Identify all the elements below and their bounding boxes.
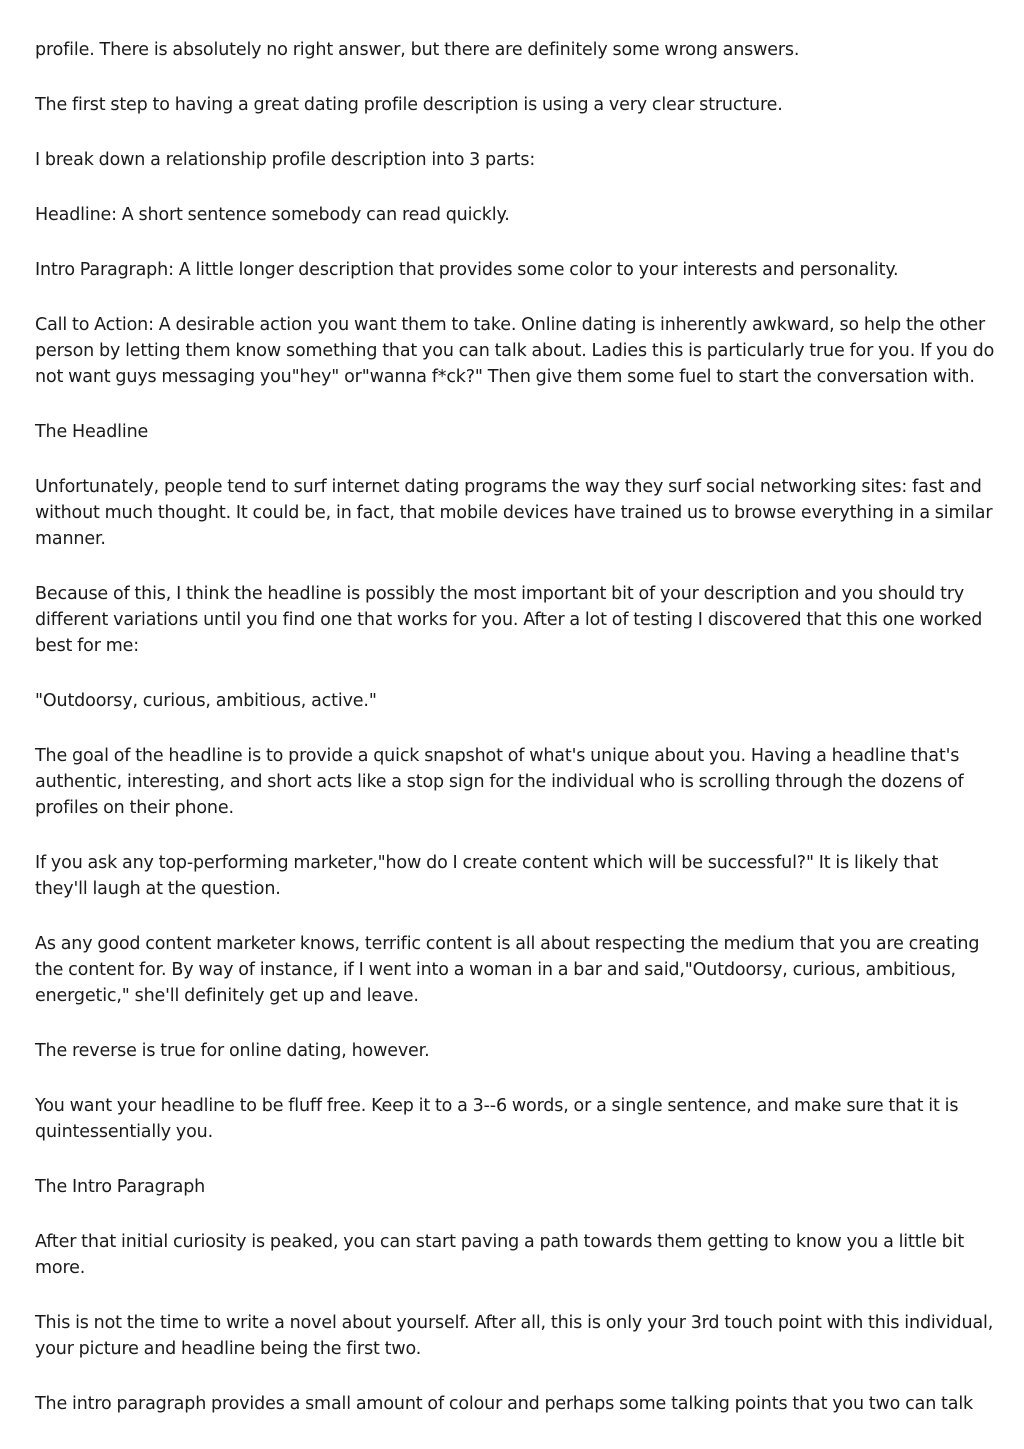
- document-body: [35, 0, 995, 1446]
- paragraph: If you ask any top-performing marketer,"how do I create content which will be successful?" It is likely that they'll laugh at the question.: [35, 853, 939, 899]
- paragraph: You want your headline to be fluff free. Keep it to a 3--6 words, or a single sentence, and make sure that it is quintessentially you.: [35, 1096, 959, 1142]
- section-heading: The Intro Paragraph: [35, 1177, 206, 1197]
- quote: "Outdoorsy, curious, ambitious, active.": [35, 691, 377, 711]
- paragraph: Call to Action: A desirable action you want them to take. Online dating is inherently awkward, so help the other person by letting them know something that you can talk about. Ladies this is particularly true for you. If you do not want guys messaging you"hey" or"wanna f*ck?" Then give them some fuel to start the conversation with.: [35, 315, 995, 387]
- paragraph: profile. There is absolutely no right answer, but there are definitely some wrong answers.: [35, 40, 800, 60]
- paragraph: Unfortunately, people tend to surf internet dating programs the way they surf social networking sites: fast and without much thought. It could be, in fact, that mobile devices have trained us to browse everything in a similar manner.: [35, 477, 993, 549]
- paragraph: As any good content marketer knows, terrific content is all about respecting the medium that you are creating the content for. By way of instance, if I went into a woman in a bar and said,"Outdoorsy, curious, ambitious, energetic," she'll definitely get up and leave.: [35, 934, 980, 1006]
- paragraph: The first step to having a great dating profile description is using a very clear structure.: [35, 95, 783, 115]
- paragraph: Intro Paragraph: A little longer description that provides some color to your interests and personality.: [35, 260, 899, 280]
- paragraph: The goal of the headline is to provide a quick snapshot of what's unique about you. Having a headline that's authentic, interesting, and short acts like a stop sign for the individual who is scrolling through the dozens of profiles on their phone.: [35, 746, 964, 818]
- paragraph: I break down a relationship profile description into 3 parts:: [35, 150, 536, 170]
- paragraph: This is not the time to write a novel about yourself. After all, this is only your 3rd touch point with this individual, your picture and headline being the first two.: [35, 1313, 994, 1359]
- paragraph: Because of this, I think the headline is possibly the most important bit of your description and you should try different variations until you find one that works for you. After a lot of testing I discovered that this one worked best for me:: [35, 584, 983, 656]
- paragraph: After that initial curiosity is peaked, you can start paving a path towards them getting to know you a little bit more.: [35, 1232, 965, 1278]
- paragraph: Headline: A short sentence somebody can read quickly.: [35, 205, 510, 225]
- section-heading: The Headline: [35, 422, 149, 442]
- paragraph: The reverse is true for online dating, however.: [35, 1041, 430, 1061]
- paragraph: The intro paragraph provides a small amount of colour and perhaps some talking points that you two can talk: [35, 1394, 974, 1414]
